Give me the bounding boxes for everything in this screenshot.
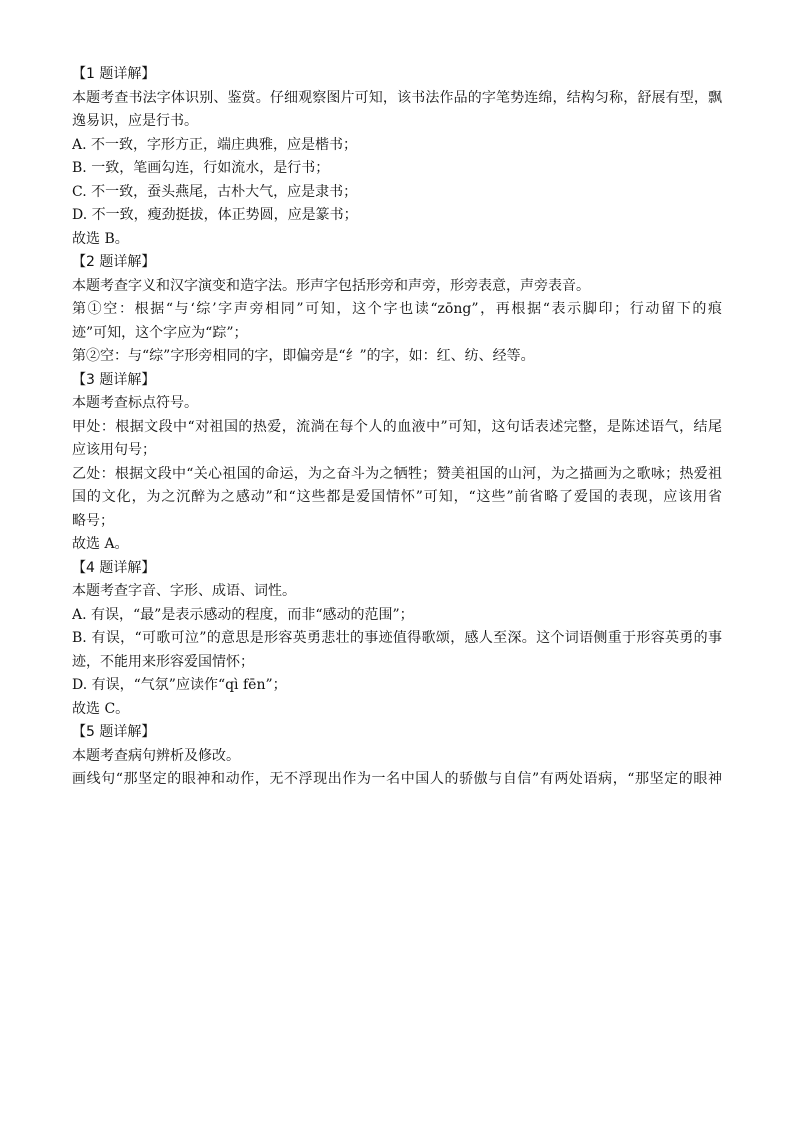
- text-line: 迹”可知，这个字应为“踪”；: [72, 324, 248, 341]
- text-line: 本题考查书法字体识别、鉴赏。仔细观察图片可知，该书法作品的字笔势连绵，结构匀称，舒展有型，飘: [72, 89, 722, 106]
- answer-line: 故选 B。: [72, 230, 129, 247]
- section-q5: [72, 721, 722, 792]
- answer-line: 故选 A。: [72, 536, 129, 552]
- text-line: 本题考查标点符号。: [72, 395, 198, 411]
- answer-explanation-page: [72, 63, 722, 792]
- text-line: 略号；: [72, 512, 114, 529]
- section-heading: 【2 题详解】: [72, 254, 156, 270]
- option-line: B. 有误，“可歌可泣”的意思是形容英勇悲壮的事迹值得歌颂，感人至深。这个词语侧重于形容英勇的事: [72, 630, 722, 646]
- section-q2: [72, 251, 722, 369]
- text-line: 画线句“那坚定的眼神和动作，无不浮现出作为一名中国人的骄傲与自信”有两处语病，“那坚定的眼神: [72, 771, 722, 787]
- section-q4: [72, 557, 722, 722]
- text-line: 逸易识，应是行书。: [72, 113, 198, 129]
- section-q1: [72, 63, 722, 251]
- option-line: C. 不一致，蚕头燕尾，古朴大气，应是隶书；: [72, 183, 358, 200]
- text-line: 本题考查字义和汉字演变和造字法。形声字包括形旁和声旁，形旁表意，声旁表音。: [72, 277, 590, 294]
- section-heading: 【4 题详解】: [72, 559, 156, 576]
- option-line: A. 有误，“最”是表示感动的程度，而非“感动的范围”；: [72, 606, 414, 623]
- text-line: 甲处：根据文段中“对祖国的热爱，流淌在每个人的血液中”可知，这句话表述完整，是陈述语气，结尾: [72, 418, 722, 435]
- section-q3: [72, 369, 722, 557]
- text-line: 本题考查病句辨析及修改。: [72, 747, 240, 764]
- section-heading: 【3 题详解】: [72, 371, 156, 388]
- option-line: A. 不一致，字形方正，端庄典雅，应是楷书；: [72, 136, 358, 153]
- text-line: 应该用句号；: [72, 442, 156, 458]
- text-line: 第②空：与“综”字形旁相同的字，即偏旁是“纟”的字，如：红、纺、经等。: [72, 348, 535, 364]
- text-line: 迹，不能用来形容爱国情怀；: [72, 653, 254, 670]
- section-heading: 【1 题详解】: [72, 66, 156, 82]
- text-line: 第①空：根据“与‘综’字声旁相同”可知，这个字也读“zōng”，再根据“表示脚印；行动留下的痕: [72, 301, 722, 317]
- option-line: D. 不一致，瘦劲挺拔，体正势圆，应是篆书；: [72, 207, 358, 223]
- section-heading: 【5 题详解】: [72, 724, 156, 740]
- answer-line: 故选 C。: [72, 700, 130, 717]
- option-line: B. 一致，笔画勾连，行如流水，是行书；: [72, 160, 330, 176]
- option-line: D. 有误，“气氛”应读作“qì fēn”；: [72, 677, 287, 693]
- text-line: 乙处：根据文段中“关心祖国的命运，为之奋斗为之牺牲；赞美祖国的山河，为之描画为之歌咏；热爱祖: [72, 465, 722, 482]
- text-line: 本题考查字音、字形、成语、词性。: [72, 583, 296, 599]
- text-line: 国的文化，为之沉醉为之感动”和“这些都是爱国情怀”可知，“这些”前省略了爱国的表现，应该用省: [72, 489, 722, 505]
